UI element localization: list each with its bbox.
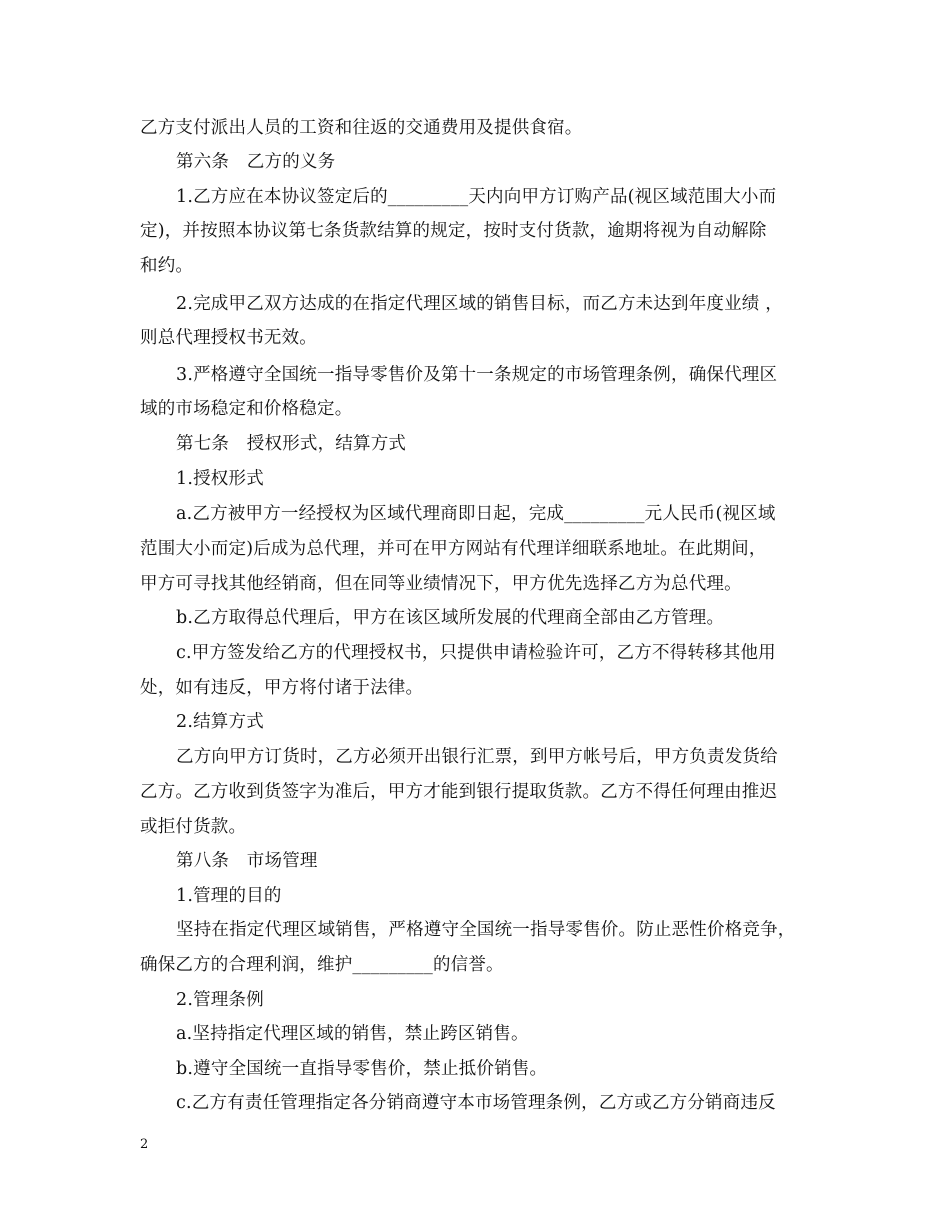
text-line: a.乙方被甲方一经授权为区域代理商即日起，完成_________元人民币(视区域 — [176, 504, 776, 524]
text-line: a.坚持指定代理区域的销售，禁止跨区销售。 — [176, 1024, 529, 1044]
text-line: b.乙方取得总代理后，甲方在该区域所发展的代理商全部由乙方管理。 — [176, 608, 725, 628]
text-line: 定)，并按照本协议第七条货款结算的规定，按时支付货款，逾期将视为自动解除 — [140, 221, 767, 241]
page-number: 2 — [140, 1137, 149, 1152]
text-line: 2.完成甲乙双方达成的在指定代理区域的销售目标，而乙方未达到年度业绩 ， — [176, 294, 783, 314]
text-line: 和约。 — [140, 256, 194, 276]
text-line: 则总代理授权书无效。 — [140, 328, 317, 348]
section-heading: 2.管理条例 — [176, 990, 264, 1010]
text-line: 乙方。乙方收到货签字为准后，甲方才能到银行提取货款。乙方不得任何理由推迟 — [140, 782, 778, 802]
text-line: 乙方向甲方订货时，乙方必须开出银行汇票，到甲方帐号后，甲方负责发货给 — [176, 747, 778, 767]
text-line: 甲方可寻找其他经销商，但在同等业绩情况下，甲方优先选择乙方为总代理。 — [140, 574, 742, 594]
text-line: 确保乙方的合理利润，维护_________的信誉。 — [140, 955, 504, 975]
section-heading: 1.授权形式 — [176, 469, 264, 489]
article-heading: 第八条 市场管理 — [176, 851, 318, 871]
text-line: 处，如有违反，甲方将付诸于法律。 — [140, 678, 424, 698]
text-line: c.甲方签发给乙方的代理授权书，只提供申请检验许可，乙方不得转移其他用 — [176, 643, 776, 663]
text-line: 3.严格遵守全国统一指导零售价及第十一条规定的市场管理条例，确保代理区 — [176, 365, 778, 385]
text-line: 范围大小而定)后成为总代理，并可在甲方网站有代理详细联系地址。在此期间， — [140, 539, 767, 559]
text-line: b.遵守全国统一直指导零售价，禁止抵价销售。 — [176, 1059, 548, 1079]
text-line: 域的市场稳定和价格稳定。 — [140, 399, 353, 419]
text-line: 或拒付货款。 — [140, 817, 247, 837]
article-heading: 第七条 授权形式，结算方式 — [176, 434, 407, 454]
text-line: c.乙方有责任管理指定各分销商遵守本市场管理条例，乙方或乙方分销商违反 — [176, 1093, 776, 1113]
section-heading: 1.管理的目的 — [176, 886, 282, 906]
section-heading: 2.结算方式 — [176, 712, 264, 732]
text-line: 1.乙方应在本协议签定后的_________天内向甲方订购产品(视区域范围大小而 — [176, 187, 777, 207]
article-heading: 第六条 乙方的义务 — [176, 152, 336, 172]
text-line: 乙方支付派出人员的工资和往返的交通费用及提供食宿。 — [140, 118, 583, 138]
text-line: 坚持在指定代理区域销售，严格遵守全国统一指导零售价。防止恶性价格竞争， — [176, 920, 796, 940]
